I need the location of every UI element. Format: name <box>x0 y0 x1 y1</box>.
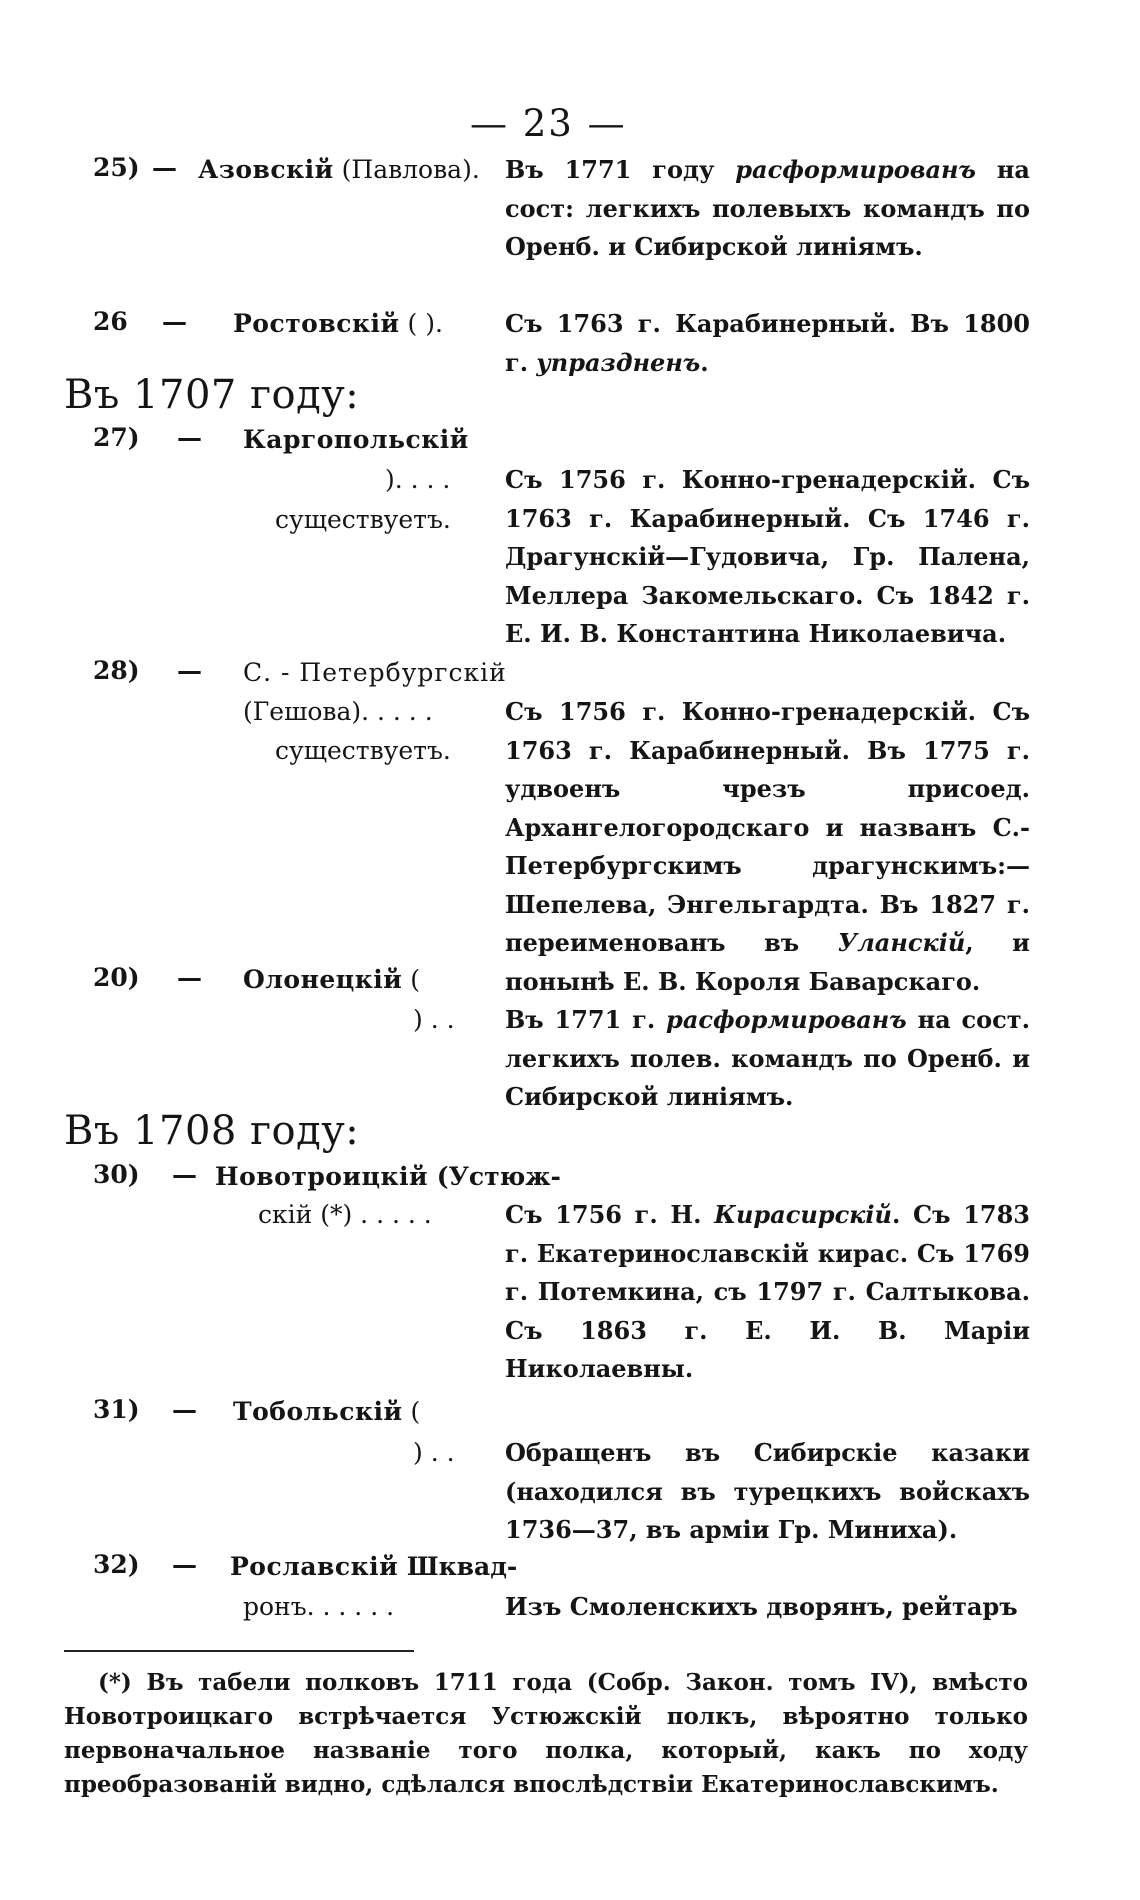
footnote-rule <box>64 1650 414 1652</box>
regiment-title: Олонецкій <box>243 965 403 994</box>
year-heading: Въ 1707 году: <box>64 372 360 418</box>
regiment-history: Съ 1763 г. Карабинерный. Въ 1800 г. упраздненъ. <box>505 309 1030 377</box>
regiment-chief: ( <box>402 1397 421 1426</box>
entry-dash: — <box>177 423 202 452</box>
year-heading: Въ 1708 году: <box>64 1108 360 1154</box>
regiment-chief: (Устюж- <box>428 1162 561 1191</box>
entry-dash: — <box>177 656 202 685</box>
regiment-history: Съ 1756 г. Конно-гренадерскій. Съ 1763 г. Карабинерный. Съ 1746 г. Драгунскій—Гудовича, Гр. Палена, Меллера Закомельскаго. Съ 1842 г. Е. И. В. Константина Николаевича. <box>505 465 1030 648</box>
regiment-history: Обращенъ въ Сибирскіе казаки (находился въ турецкихъ войскахъ 1736—37, въ арміи Гр. Миниха). <box>505 1438 1030 1544</box>
entry-number: 28) <box>93 656 140 685</box>
regiment-chief: (Гешова). . . . . <box>243 697 433 726</box>
footnote-text: (*) Въ табели полковъ 1711 года (Собр. Закон. томъ IV), вмѣсто Новотроицкаго встрѣчается Устюжскій полкъ, вѣроятно только первоначальное названіе того полка, который, какъ по ходу преобразованій видно, сдѣлался впослѣдствіи Екатеринославскимъ. <box>64 1669 1028 1798</box>
entry-number: 32) <box>93 1550 140 1579</box>
regiment-chief: ). . . . <box>385 465 451 494</box>
entry-number: 26 <box>93 307 128 336</box>
entry-number: 25) <box>93 153 140 182</box>
entry-number: 27) <box>93 423 140 452</box>
regiment-title: Ростовскій <box>233 309 400 338</box>
regiment-history: Съ 1756 г. Конно-гренадерскій. Съ 1763 г. Карабинерный. Въ 1775 г. удвоенъ чрезъ присоед. Архангелогородскаго и названъ С.-Петербургскимъ драгунскимъ:—Шепелева, Энгельгардта. Въ 1827 г. переименованъ въ Уланскій, и понынѣ Е. В. Короля Баварскаго. <box>505 697 1030 996</box>
regiment-chief: Шквад- <box>398 1552 518 1581</box>
regiment-chief-cont: ронъ. . . . . . <box>243 1592 395 1621</box>
entry-number: 30) <box>93 1160 140 1189</box>
regiment-chief: ( <box>402 965 421 994</box>
regiment-title: Новотроицкій <box>215 1162 429 1191</box>
regiment-history: Въ 1771 г. расформированъ на сост. легкихъ полев. командъ по Оренб. и Сибирской линіямъ. <box>505 1005 1030 1111</box>
regiment-title: Рославскій <box>230 1552 399 1581</box>
regiment-name <box>215 1160 561 1194</box>
regiment-name <box>233 307 443 341</box>
regiment-chief: ( ). <box>399 309 443 338</box>
regiment-name <box>243 963 420 997</box>
entry-dash: — <box>172 1395 197 1424</box>
regiment-title: С. - Петербургскій <box>243 658 507 687</box>
entry-number: 20) <box>93 963 140 992</box>
regiment-chief: (Павлова). <box>333 155 480 184</box>
regiment-title: Каргопольскій <box>243 425 469 454</box>
regiment-history: Въ 1771 году расформированъ на сост: легкихъ полевыхъ командъ по Оренб. и Сибирской линіямъ. <box>505 155 1030 261</box>
regiment-history: Съ 1756 г. Н. Кирасирскій. Съ 1783 г. Екатеринославскій кирас. Съ 1769 г. Потемкина, съ 1797 г. Салтыкова. Съ 1863 г. Е. И. В. Маріи Николаевны. <box>505 1200 1031 1383</box>
entry-dash: — <box>162 307 187 336</box>
entry-dash: — <box>172 1550 197 1579</box>
regiment-name <box>233 1395 420 1429</box>
regiment-name <box>230 1550 517 1584</box>
entry-dash: — <box>172 1160 197 1189</box>
regiment-title: Тобольскій <box>233 1397 403 1426</box>
regiment-history: Изъ Смоленскихъ дворянъ, рейтаръ <box>505 1592 1018 1621</box>
page-number: — 23 — <box>470 102 627 145</box>
regiment-status: существуетъ. <box>275 505 451 534</box>
regiment-title: Азовскій <box>198 155 334 184</box>
footnote <box>64 1666 1028 1802</box>
entry-dash: — <box>177 963 202 992</box>
regiment-chief-close: ) . . <box>413 1438 455 1467</box>
entry-number: 31) <box>93 1395 140 1424</box>
regiment-status: существуетъ. <box>275 736 451 765</box>
regiment-chief-close: ) . . <box>413 1005 455 1034</box>
regiment-name <box>198 153 480 187</box>
regiment-chief-cont: скій (*) . . . . . <box>258 1200 432 1229</box>
entry-dash: — <box>152 153 177 182</box>
